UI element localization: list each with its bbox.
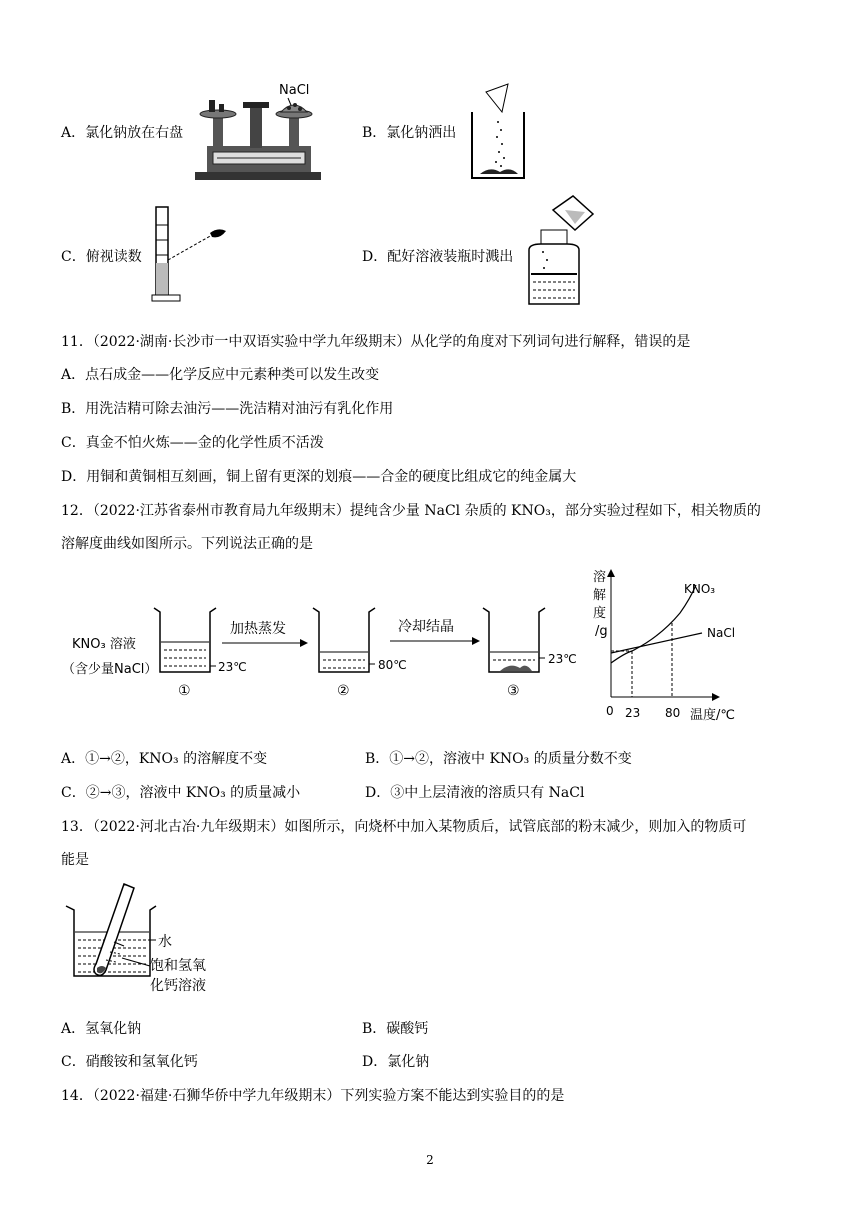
q11-option-d: D．用铜和黄铜相互刻画，铜上留有更深的划痕——合金的硬度比组成它的纯金属大 [61, 469, 577, 485]
solubility-chart [590, 565, 750, 725]
label-saturated-1: 饱和氢氧 [150, 958, 206, 974]
solution-label-1: KNO₃ 溶液 [72, 637, 136, 652]
q10-option-c: C．俯视读数 [61, 249, 142, 265]
cylinder-reading-figure [150, 205, 240, 305]
temp-label-2: 80℃ [378, 658, 407, 672]
q11-option-b: B．用洗洁精可除去油污——洗洁精对油污有乳化作用 [61, 401, 394, 417]
curve-nacl-label: NaCl [707, 626, 736, 640]
balance-figure [193, 80, 323, 185]
bottle-pour-figure [525, 190, 597, 310]
q12-option-a: A．①→②，KNO₃ 的溶解度不变 [61, 751, 268, 767]
x-tick-80: 80 [665, 706, 681, 720]
beaker-2-label: ② [337, 683, 350, 699]
x-axis-label: 温度/℃ [690, 708, 735, 723]
q13-testtube-figure [62, 880, 222, 995]
y-label-1: 溶 [593, 570, 607, 585]
temp-label-1: 23℃ [218, 660, 247, 674]
q12-option-d: D．③中上层清液的溶质只有 NaCl [365, 785, 585, 801]
q10-option-d: D．配好溶液装瓶时溅出 [362, 249, 514, 265]
q13-stem-line1: 13．（2022·河北古冶·九年级期末）如图所示，向烧杯中加入某物质后，试管底部的粉末减少，则加入的物质可 [61, 819, 747, 835]
balance-nacl-label: NaCl [279, 83, 310, 98]
step-2-label: 冷却结晶 [398, 619, 454, 635]
q12-process-figure [60, 598, 590, 708]
x-tick-23: 23 [625, 706, 641, 720]
origin-label: 0 [606, 704, 614, 718]
beaker-3-label: ③ [507, 683, 520, 699]
q11-stem: 11．（2022·湖南·长沙市一中双语实验中学九年级期末）从化学的角度对下列词句进行解释，错误的是 [61, 334, 691, 350]
q13-option-b: B．碳酸钙 [362, 1021, 429, 1037]
q11-option-c: C．真金不怕火炼——金的化学性质不活泼 [61, 435, 324, 451]
temp-label-3: 23℃ [548, 652, 577, 666]
q13-option-c: C．硝酸铵和氢氧化钙 [61, 1054, 198, 1070]
label-saturated-2: 化钙溶液 [150, 978, 206, 994]
q13-option-d: D．氯化钠 [362, 1054, 430, 1070]
q11-option-a: A．点石成金——化学反应中元素种类可以发生改变 [61, 367, 380, 383]
q13-stem-line2: 能是 [61, 852, 89, 868]
y-label-4: /g [595, 624, 608, 639]
curve-kno3-label: KNO₃ [684, 582, 716, 596]
beaker-spill-figure [468, 82, 530, 182]
q10-option-a: A．氯化钠放在右盘 [61, 125, 184, 141]
y-label-2: 解 [593, 588, 607, 603]
q12-stem-line1: 12．（2022·江苏省泰州市教育局九年级期末）提纯含少量 NaCl 杂质的 KNO₃，部分实验过程如下，相关物质的 [61, 503, 761, 519]
q12-stem-line2: 溶解度曲线如图所示。下列说法正确的是 [61, 536, 313, 552]
q12-option-b: B．①→②，溶液中 KNO₃ 的质量分数不变 [365, 751, 632, 767]
label-water: 水 [158, 934, 172, 950]
step-1-label: 加热蒸发 [230, 621, 286, 637]
y-label-3: 度 [593, 606, 607, 621]
q12-option-c: C．②→③，溶液中 KNO₃ 的质量减小 [61, 785, 301, 801]
page-number: 2 [426, 1153, 434, 1167]
q14-stem: 14．（2022·福建·石狮华侨中学九年级期末）下列实验方案不能达到实验目的的是 [61, 1088, 565, 1104]
q13-option-a: A．氢氧化钠 [61, 1021, 142, 1037]
q10-option-b: B．氯化钠洒出 [362, 125, 457, 141]
solution-label-2: （含少量NaCl） [62, 662, 158, 677]
beaker-1-label: ① [178, 683, 191, 699]
